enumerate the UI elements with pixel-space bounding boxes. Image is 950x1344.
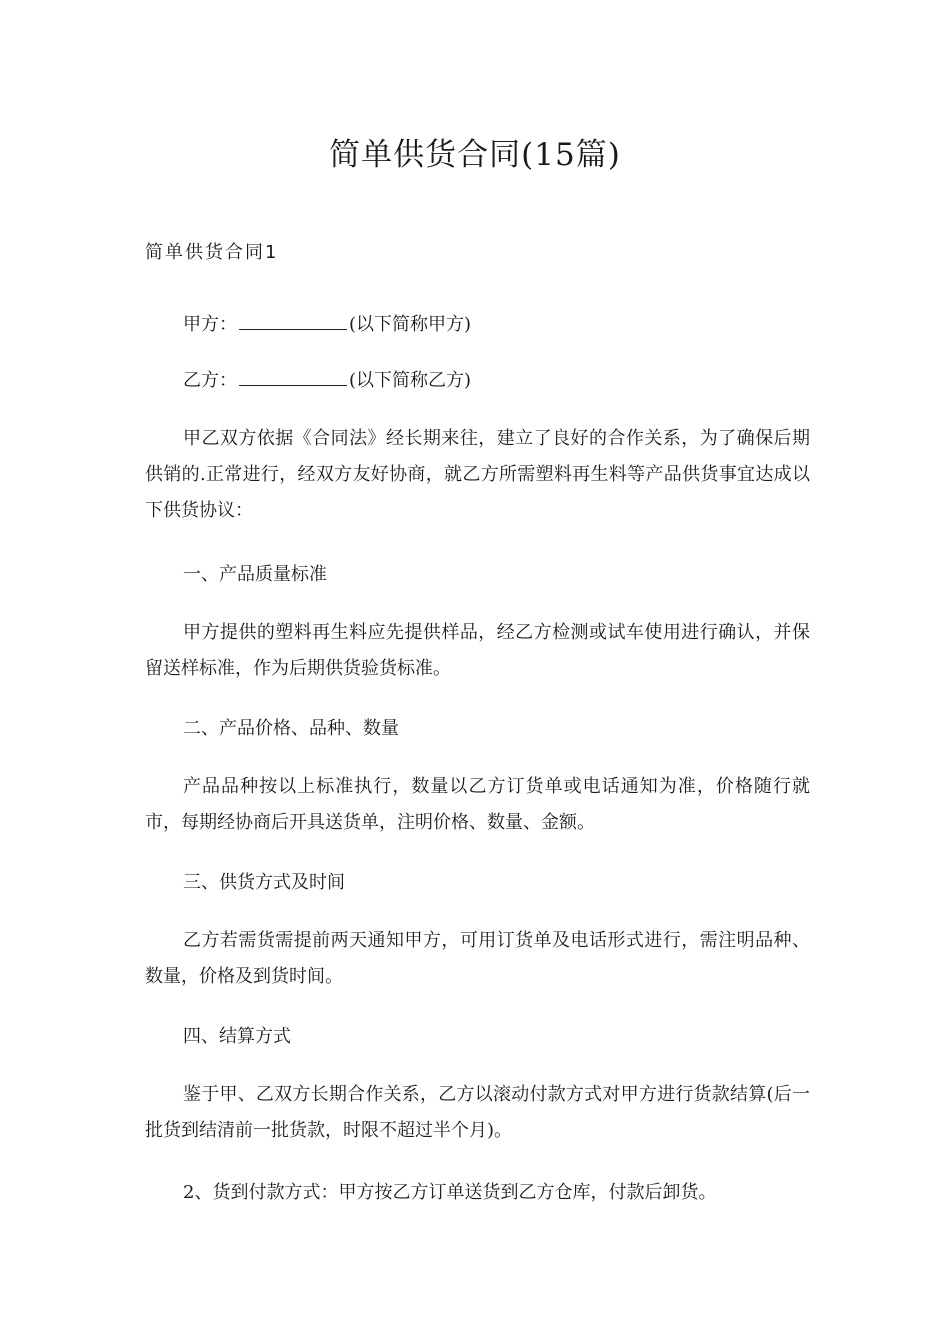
party-b-label: 乙方：	[183, 370, 237, 391]
section-heading-settlement: 四、结算方式	[183, 1026, 291, 1047]
party-b-blank	[239, 367, 347, 386]
document-title: 简单供货合同(15篇)	[329, 137, 621, 173]
party-a-blank	[239, 311, 347, 330]
contract-subtitle: 简单供货合同1	[145, 242, 279, 263]
section-body-settlement: 鉴于甲、乙双方长期合作关系，乙方以滚动付款方式对甲方进行货款结算(后一批货到结清前一批货款，时限不超过半个月)。	[145, 1084, 810, 1141]
section-heading-delivery: 三、供货方式及时间	[183, 872, 345, 893]
intro-paragraph: 甲乙双方依据《合同法》经长期来往，建立了良好的合作关系，为了确保后期供销的.正常进行，经双方友好协商，就乙方所需塑料再生料等产品供货事宜达成以下供货协议：	[145, 428, 810, 521]
party-a-label: 甲方：	[183, 314, 237, 335]
section-body-quality: 甲方提供的塑料再生料应先提供样品，经乙方检测或试车使用进行确认，并保留送样标准，作为后期供货验货标准。	[145, 622, 810, 679]
section-body-price: 产品品种按以上标准执行，数量以乙方订货单或电话通知为准，价格随行就市，每期经协商后开具送货单，注明价格、数量、金额。	[145, 776, 810, 833]
party-a-note: (以下简称甲方)	[349, 314, 472, 335]
section-heading-price: 二、产品价格、品种、数量	[183, 718, 399, 739]
party-b-note: (以下简称乙方)	[349, 370, 472, 391]
party-a-line	[183, 311, 471, 338]
party-b-line	[183, 367, 471, 394]
section-heading-quality: 一、产品质量标准	[183, 564, 327, 585]
clause-cash-on-delivery: 2、货到付款方式：甲方按乙方订单送货到乙方仓库，付款后卸货。	[183, 1182, 717, 1203]
section-body-delivery: 乙方若需货需提前两天通知甲方，可用订货单及电话形式进行，需注明品种、数量，价格及到货时间。	[145, 930, 810, 987]
